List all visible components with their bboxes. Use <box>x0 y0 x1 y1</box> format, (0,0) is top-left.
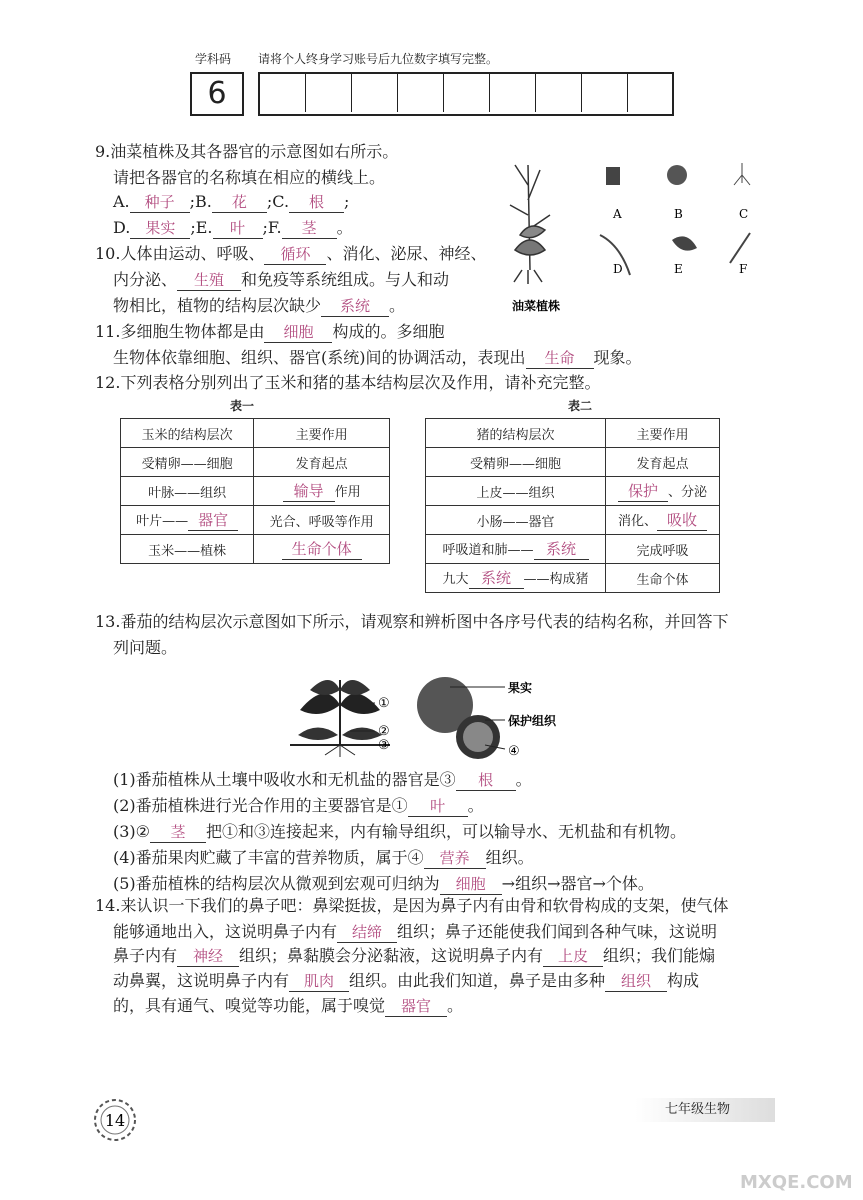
q13-answer-3[interactable]: 茎 <box>150 822 206 843</box>
table-row <box>121 477 390 506</box>
corn-cell: 叶脉——组织 <box>121 477 254 506</box>
q14-line4: 动鼻翼，这说明鼻子内有 肌肉 组织。由此我们知道，鼻子是由多种 组织 构成 <box>113 971 700 990</box>
q14-line3: 鼻子内有 神经 组织；鼻黏膜会分泌黏液，这说明鼻子内有 上皮 组织；我们能煽 <box>113 946 716 965</box>
pig-answer-4[interactable]: 系统 <box>469 567 524 589</box>
pig-cell: 消化、 吸收 <box>606 506 720 535</box>
q13-line2: 列问题。 <box>113 638 178 657</box>
label-b: B <box>674 207 683 221</box>
label-1: ① <box>378 696 390 711</box>
corn-cell: 玉米——植株 <box>121 535 254 564</box>
corn-header-level: 玉米的结构层次 <box>121 419 254 448</box>
answer-f[interactable]: 茎 <box>282 218 337 239</box>
pig-answer-3[interactable]: 系统 <box>534 538 589 560</box>
tomato-figure <box>290 665 580 765</box>
q13-sub1: (1)番茄植株从土壤中吸收水和无机盐的器官是③ 根 。 <box>113 770 532 789</box>
subject-code-label: 学科码 <box>195 52 232 66</box>
corn-cell <box>254 535 390 564</box>
pig-cell: 呼吸道和肺—— 系统 <box>426 535 606 564</box>
table-row <box>121 448 390 477</box>
table-row <box>426 535 720 564</box>
pig-cell: 生命个体 <box>606 564 720 593</box>
corn-cell: 受精卵——细胞 <box>121 448 254 477</box>
table-row <box>426 564 720 593</box>
table1-title: 表一 <box>230 399 255 413</box>
corn-answer-1[interactable]: 输导 <box>283 480 335 502</box>
q14-line2: 能够通地出入，这说明鼻子内有 结缔 组织；鼻子还能使我们闻到各种气味，这说明 <box>113 922 718 941</box>
grid-divider <box>351 72 396 112</box>
pig-answer-1[interactable]: 保护 <box>618 480 668 502</box>
page-number: 14 <box>104 1111 126 1130</box>
grid-divider <box>397 72 442 112</box>
pig-cell: 小肠——器官 <box>426 506 606 535</box>
answer-b[interactable]: 花 <box>212 192 267 213</box>
corn-cell: 光合、呼吸等作用 <box>254 506 390 535</box>
pig-cell: 发育起点 <box>606 448 720 477</box>
table-row <box>426 477 720 506</box>
q10-line2: 内分泌、 生殖 和免疫等系统组成。与人和动 <box>113 270 450 289</box>
label-e: E <box>674 262 683 276</box>
q11-line1: 11.多细胞生物体都是由 细胞 构成的。多细胞 <box>95 322 445 341</box>
table-corn <box>120 418 390 564</box>
organ-b-icon <box>667 165 687 185</box>
organ-a-icon <box>606 167 620 185</box>
pig-cell: 受精卵——细胞 <box>426 448 606 477</box>
q13-answer-5[interactable]: 细胞 <box>440 874 502 895</box>
q13-answer-4[interactable]: 营养 <box>424 848 486 869</box>
grid-divider <box>627 72 672 112</box>
grid-divider <box>443 72 488 112</box>
q13-sub4: (4)番茄果肉贮藏了丰富的营养物质，属于④ 营养 组织。 <box>113 848 534 867</box>
corn-cell: 发育起点 <box>254 448 390 477</box>
table-row <box>426 448 720 477</box>
label-d: D <box>613 262 623 276</box>
q14-line5: 的，具有通气、嗅觉等功能，属于嗅觉 器官 。 <box>113 996 464 1015</box>
organ-c-icon <box>734 163 750 185</box>
q13-sub3: (3)② 茎 把①和③连接起来，内有输导组织，可以输导水、无机盐和有机物。 <box>113 822 687 841</box>
q10-answer-3[interactable]: 系统 <box>321 296 389 317</box>
corn-answer-3[interactable]: 生命个体 <box>282 538 362 560</box>
table-row <box>426 506 720 535</box>
q14-answer-1[interactable]: 结缔 <box>337 922 397 943</box>
grid-divider <box>581 72 626 112</box>
q13-sub5: (5)番茄植株的结构层次从微观到宏观可归纳为 细胞 →组织→器官→个体。 <box>113 874 654 893</box>
pig-answer-2[interactable]: 吸收 <box>657 509 707 531</box>
q14-answer-5[interactable]: 组织 <box>605 971 667 992</box>
figure-caption: 油菜植株 <box>512 299 561 313</box>
q14-answer-3[interactable]: 上皮 <box>543 946 603 967</box>
table-row <box>426 419 720 448</box>
answer-c[interactable]: 根 <box>289 192 344 213</box>
q9-answers-row1: A. 种子 ;B. 花 ;C. 根 ; <box>113 192 350 211</box>
q10-line1: 10.人体由运动、呼吸、 循环 、消化、泌尿、神经、 <box>95 244 487 263</box>
answer-d[interactable]: 果实 <box>130 218 190 239</box>
subject-code: 6 <box>207 76 227 111</box>
grid-divider <box>535 72 580 112</box>
pig-cell: 上皮——组织 <box>426 477 606 506</box>
pig-header-level: 猪的结构层次 <box>426 419 606 448</box>
label-a: A <box>613 207 622 221</box>
q9-answers-row2: D. 果实 ;E. 叶 ;F. 茎 。 <box>113 218 353 237</box>
q11-line2: 生物体依靠细胞、组织、器官(系统)间的协调活动，表现出 生命 现象。 <box>113 348 642 367</box>
grid-divider <box>305 72 350 112</box>
pig-cell: 完成呼吸 <box>606 535 720 564</box>
q14-answer-6[interactable]: 器官 <box>385 996 447 1017</box>
pig-cell: 保护 、分泌 <box>606 477 720 506</box>
q14-answer-2[interactable]: 神经 <box>177 946 239 967</box>
q10-answer-2[interactable]: 生殖 <box>177 270 241 291</box>
table2-title: 表二 <box>568 399 593 413</box>
answer-a[interactable]: 种子 <box>130 192 190 213</box>
corn-header-role: 主要作用 <box>254 419 390 448</box>
table-row <box>121 535 390 564</box>
pig-header-role: 主要作用 <box>606 419 720 448</box>
corn-cell: 输导 作用 <box>254 477 390 506</box>
q9-line2: 请把各器官的名称填在相应的横线上。 <box>113 168 386 187</box>
grid-divider <box>489 72 534 112</box>
pig-cell: 九大 系统 ——构成猪 <box>426 564 606 593</box>
q11-answer-1[interactable]: 细胞 <box>264 322 332 343</box>
instruction-text: 请将个人终身学习账号后九位数字填写完整。 <box>258 52 499 66</box>
table-row <box>121 506 390 535</box>
answer-e[interactable]: 叶 <box>213 218 263 239</box>
tomato-fruit-icon <box>417 677 500 759</box>
label-3: ③ <box>378 738 390 753</box>
label-c: C <box>739 207 749 221</box>
book-label-banner <box>635 1098 775 1122</box>
label-2: ② <box>378 724 390 739</box>
organ-f-icon <box>730 233 750 263</box>
q13-answer-2[interactable]: 叶 <box>408 796 468 817</box>
q9-line1: 9.油菜植株及其各器官的示意图如右所示。 <box>95 142 399 161</box>
watermark: MXQE.COM <box>740 1172 853 1193</box>
q10-answer-1[interactable]: 循环 <box>264 244 326 265</box>
label-fruit: 果实 <box>508 681 533 695</box>
q13-sub2: (2)番茄植株进行光合作用的主要器官是① 叶 。 <box>113 796 484 815</box>
page-number-badge-icon <box>85 1095 145 1145</box>
q12-text: 12.下列表格分别列出了玉米和猪的基本结构层次及作用，请补充完整。 <box>95 373 601 392</box>
q13-answer-1[interactable]: 根 <box>456 770 516 791</box>
label-f: F <box>739 262 748 276</box>
table-pig <box>425 418 720 593</box>
table-row <box>121 419 390 448</box>
organ-e-icon <box>672 236 697 250</box>
q14-answer-4[interactable]: 肌肉 <box>289 971 349 992</box>
book-label: 七年级生物 <box>665 1102 731 1117</box>
corn-cell: 叶片—— 器官 <box>121 506 254 535</box>
rapeseed-figure <box>500 145 780 320</box>
q13-line1: 13.番茄的结构层次示意图如下所示，请观察和辨析图中各序号代表的结构名称，并回答下 <box>95 612 729 631</box>
label-protective-tissue: 保护组织 <box>508 714 557 728</box>
label-4: ④ <box>508 744 520 759</box>
corn-answer-2[interactable]: 器官 <box>188 509 238 531</box>
subject-code-box <box>190 72 244 116</box>
q11-answer-2[interactable]: 生命 <box>526 348 594 369</box>
q14-line1: 14.来认识一下我们的鼻子吧：鼻梁挺拔，是因为鼻子内有由骨和软骨构成的支架，使气体 <box>95 896 729 915</box>
q10-line3: 物相比，植物的结构层次缺少 系统 。 <box>113 296 406 315</box>
